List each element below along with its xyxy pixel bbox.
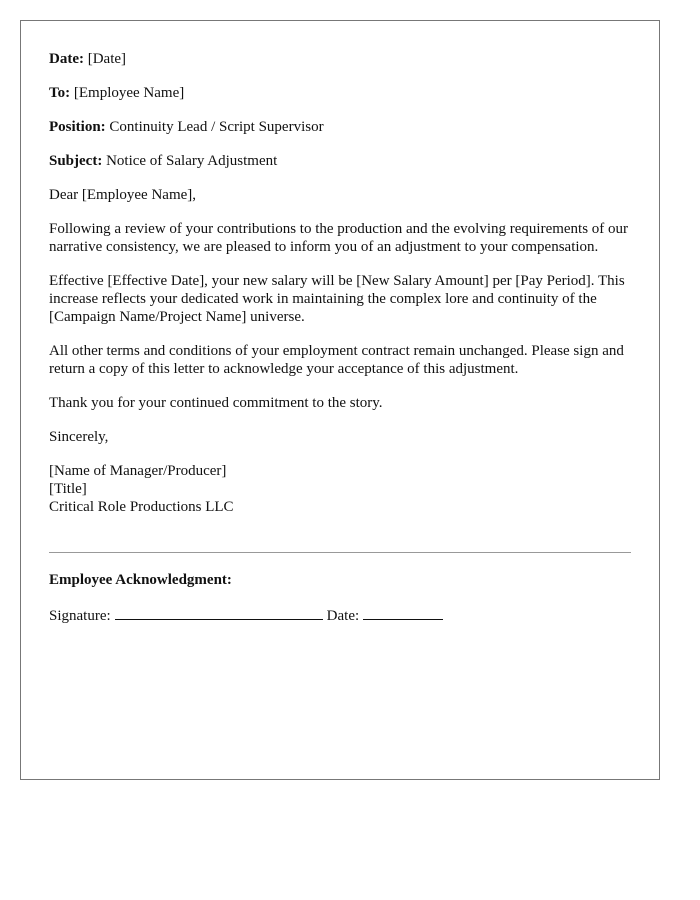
body-paragraph-4: Thank you for your continued commitment to the story.: [49, 395, 383, 411]
date-line: [49, 50, 631, 68]
body-paragraph-3: All other terms and conditions of your employment contract remain unchanged. Please sign and return a copy of this letter to acknowledge your acceptance of this adjustment.: [49, 343, 624, 377]
acknowledgment-row: [49, 605, 631, 625]
ack-date-label: Date:: [326, 608, 360, 624]
subject-line: [49, 152, 631, 170]
to-label: To:: [49, 85, 71, 101]
body-paragraph-2: Effective [Effective Date], your new salary will be [New Salary Amount] per [Pay Period]. This increase reflects your dedicated work in maintaining the complex lore and continuity of the [Campaign Name/Project Name] universe.: [49, 273, 625, 325]
closing: Sincerely,: [49, 429, 109, 445]
position-line: [49, 118, 631, 136]
date-label: Date:: [49, 51, 84, 67]
signature-label: Signature:: [49, 608, 111, 624]
position-label: Position:: [49, 119, 106, 135]
signature-line[interactable]: [115, 605, 323, 620]
signer-title: [Title]: [49, 481, 87, 497]
position-value: Continuity Lead / Script Supervisor: [109, 119, 324, 135]
company-name: Critical Role Productions LLC: [49, 499, 234, 515]
letter-page: [20, 20, 660, 780]
signature-block: [49, 462, 631, 516]
date-value: [Date]: [87, 51, 127, 67]
acknowledgment-title: Employee Acknowledgment:: [49, 572, 232, 588]
subject-label: Subject:: [49, 153, 103, 169]
section-divider: [49, 552, 631, 553]
ack-date-line[interactable]: [363, 605, 443, 620]
to-value: [Employee Name]: [73, 85, 185, 101]
to-line: [49, 84, 631, 102]
subject-value: Notice of Salary Adjustment: [106, 153, 278, 169]
body-paragraph-1: Following a review of your contributions to the production and the evolving requirements of our narrative consistency, we are pleased to inform you of an adjustment to your compensation.: [49, 221, 629, 255]
signer-name: [Name of Manager/Producer]: [49, 463, 227, 479]
salutation: Dear [Employee Name],: [49, 187, 197, 203]
